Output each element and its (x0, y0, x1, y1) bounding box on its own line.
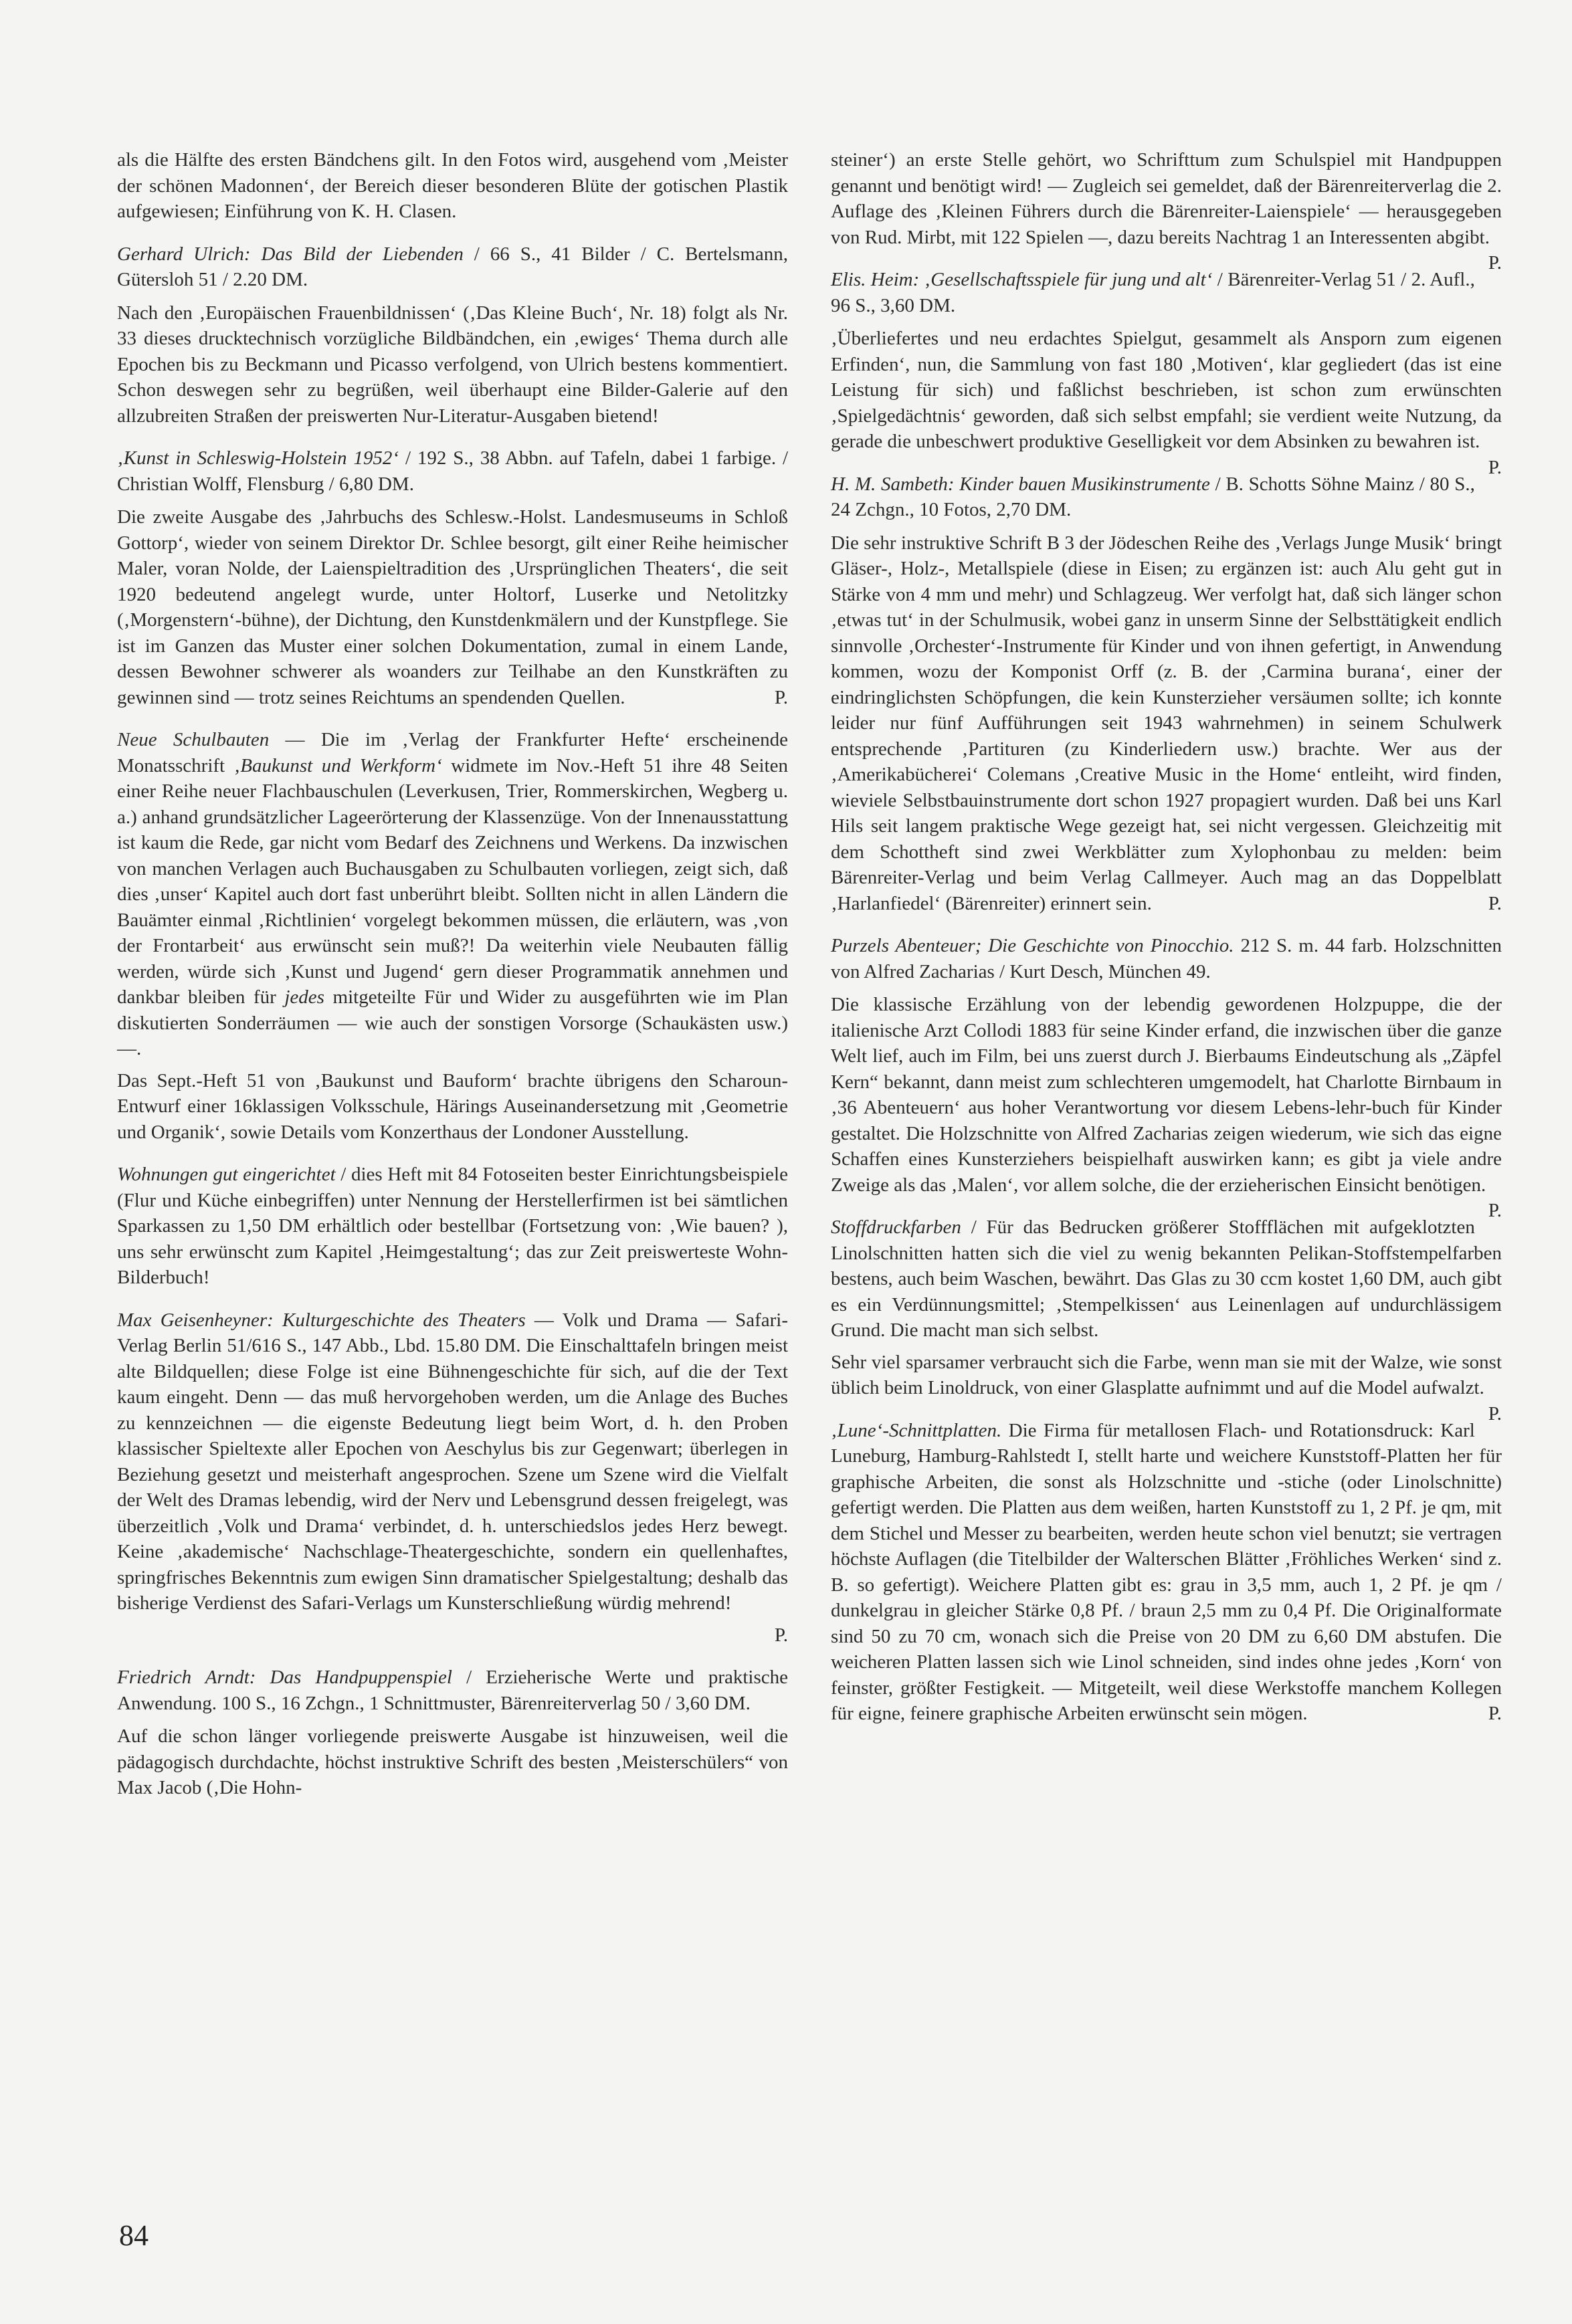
entry-arndt (117, 1665, 788, 1801)
entry-heading (831, 933, 1502, 984)
signature: P. (774, 1624, 788, 1646)
entry-publication-info: 212 S. m. 44 farb. Holzschnitten von Alfred Zacharias / Kurt Desch, München 49. (831, 935, 1502, 982)
entry-publication-info: / 192 S., 38 Abbn. auf Tafeln, dabei 1 farbige. / Christian Wolff, Flensburg / 6,80 DM. (117, 447, 788, 495)
entry-publication-info: / B. Schotts Söhne Mainz / 80 S., 24 Zchgn., 10 Fotos, 2,70 DM. (831, 473, 1475, 520)
entry-text: Die zweite Ausgabe des ‚Jahrbuchs des Schlesw.-Holst. Landesmuseums in Schloß Gottorp‘, wieder von seinem Direktor Dr. Schlee besorgt, gilt einer Reihe heimischer Maler, voran Nolde, der Laienspieltradition des ‚Ursprünglichen Theaters‘, die seit 1920 bedeutend angelegt wurde, unter Holtorf, Luserke und Netolitzky (‚Morgenstern‘-bühne), der Dichtung, den Kunstdenkmälern und der Kunstpflege. Sie ist im Ganzen das Muster einer solchen Dokumentation, zumal in einem Lande, dessen Bewohner schwerer als woanders zur Teilhabe an den Kunstkräften zu gewinnen sind — trotz seines Reichtums an spendenden Quellen. P. (117, 504, 788, 710)
entry-text: ‚Lune‘-Schnittplatten. Die Firma für metallosen Flach- und Rotationsdruck: Karl Luneburg, Hamburg-Rahlstedt I, stellt harte und weichere Kunststoff-Platten her für graphische Arbeiten, die sonst als Holzschnitte und -stiche (oder Linolschnitte) gefertigt werden. Die Platten aus dem weißen, harten Kunststoff zu 1, 2 Pf. je qm, mit dem Stichel und Messer zu bearbeiten, werden heute schon viel benutzt; sie vertragen höchste Auflagen (die Titelbilder der Walterschen Blätter ‚Fröhliches Werken‘ sind z. B. so gefertigt). Weichere Platten gibt es: grau in 3,5 mm, auch 1, 2 Pf. je qm / dunkelgrau in gleicher Stärke 0,8 Pf. / braun 2,5 mm zu 0,4 Pf. Die Originalformate sind 50 zu 70 cm, wonach sich die Preise von 20 DM zu 6,60 DM abstufen. Die weicheren Platten lassen sich wie Linol schneiden, sind indes ohne jedes ‚Korn‘ von feinster, größter Festigkeit. — Mitgeteilt, weil diese Werkstoffe manchem Kollegen für eigne, feinere graphische Arbeiten erwünscht sein mögen. P. (831, 1418, 1502, 1727)
entry-heading (831, 267, 1502, 318)
entry-publication-info: / 66 S., 41 Bilder / C. Bertelsmann, Gütersloh 51 / 2.20 DM. (117, 243, 788, 290)
entry-clasen-continuation (117, 147, 788, 225)
signature: P. (1488, 1200, 1502, 1221)
entry-heading (831, 471, 1502, 523)
entry-stoffdruckfarben (831, 1214, 1502, 1424)
entry-text: Die sehr instruktive Schrift B 3 der Jödeschen Reihe des ‚Verlags Junge Musik‘ bringt Gläser-, Holz-, Metallspiele (diese in Eisen; zu ergänzen ist: auch Alu geht gut in Stärke von 4 mm und mehr) und Schlagzeug. Wer verfolgt hat, daß sich länger schon ‚etwas tut‘ in der Schulmusik, wobei ganz in unserm Sinne der Selbsttätigkeit endlich sinnvolle ‚Orchester‘-Instrumente für Kinder und von ihnen gefertigt, in Anwendung kommen, wozu der Komponist Orff (z. B. der ‚Carmina burana‘, einer der eindringlichsten Schöpfungen, die kein Kunsterzieher versäumen sollte; ich konnte leider nur fünf Aufführungen seit 1943 wahrnehmen) in seinem Schulwerk entsprechende ‚Partituren (zu Kinderliedern usw.) brachte. Wer aus der ‚Amerikabücherei‘ Colemans ‚Creative Music in the Home‘ entleiht, wird finden, wieviele Selbstbauinstrumente dort schon 1927 propagiert wurden. Daß bei uns Karl Hils seit langem praktische Wege gezeigt hat, sei nicht vergessen. Gleichzeitig mit dem Schottheft sind zwei Werkblätter zum Xylophonbau zu melden: beim Bärenreiter-Verlag und beim Verlag Callmeyer. Auch mag an das Doppelblatt ‚Harlanfiedel‘ (Bärenreiter) erinnert sein. P. (831, 530, 1502, 917)
entry-text: steiner‘) an erste Stelle gehört, wo Schrifttum zum Schulspiel mit Handpuppen genannt und benötigt wird! — Zugleich sei gemeldet, daß der Bärenreiterverlag die 2. Auflage des ‚Kleinen Führers durch die Bärenreiter-Laienspiele‘ — herausgegeben von Rud. Mirbt, mit 122 Spielen —, dazu bereits Nachtrag 1 an Interessenten abgibt. P. (831, 147, 1502, 250)
entry-arndt-continuation (831, 147, 1502, 274)
entry-heading (117, 241, 788, 293)
entry-title: Stoffdruckfarben (831, 1217, 961, 1238)
entry-text: ‚Überliefertes und neu erdachtes Spielgut, gesammelt als Ansporn zum eigenen Erfinden‘, nun, die Sammlung von fast 180 ‚Motiven‘, klar gegliedert (das ist eine Leistung für sich) und faßlichst beschrieben, ist schon zum erwünschten ‚Spielgedächtnis‘ geworden, daß sich selbst empfahl; sie verdient weite Nutzung, da gerade die unbeschwert produktive Geselligkeit vor dem Absinken zu bewahren ist. P. (831, 326, 1502, 455)
entry-heading (117, 1665, 788, 1716)
left-column (117, 147, 788, 1818)
entry-title: Neue Schulbauten (117, 729, 270, 750)
page-number: 84 (119, 2219, 149, 2252)
right-column (831, 147, 1502, 1744)
entry-neue-schulbauten (117, 727, 788, 1145)
entry-title: Wohnungen gut eingerichtet (117, 1164, 336, 1185)
entry-text: Auf die schon länger vorliegende preiswerte Ausgabe ist hinzuweisen, weil die pädagogisch durchdachte, höchst instruktive Schrift des besten ‚Meisterschülers“ von Max Jacob (‚Die Hohn- (117, 1725, 788, 1798)
entry-publication-info: / Erzieherische Werte und praktische Anwendung. 100 S., 16 Zchgn., 1 Schnittmuster, Bärenreiterverlag 50 / 3,60 DM. (117, 1667, 788, 1714)
entry-text: Max Geisenheyner: Kulturgeschichte des Theaters — Volk und Drama — Safari-Verlag Berlin 51/616 S., 147 Abb., Lbd. 15.80 DM. Die Einschalttafeln bringen meist alte Bildquellen; diese Folge ist eine Bühnengeschichte für sich, auf die der Text kaum eingeht. Denn — das muß hervorgehoben werden, um die Anlage des Buches zu kennzeichnen — die eigenste Bedeutung liegt beim Wort, d. h. den Proben klassischer Spieltexte aller Epochen von Aeschylus bis zur Gegenwart; überlegen in Beziehung gesetzt und meisterhaft angesprochen. Szene um Szene wird die Vielfalt der Welt des Dramas lebendig, wird der Nerv und Lebensgrund dessen freigelegt, was überzeitlich ‚Volk und Drama‘ verbindet, d. h. unterschiedslos jedes Herz bewegt. Keine ‚akademische‘ Nachschlage-Theatergeschichte, sondern ein quellenhaftes, springfrisches Bekenntnis zum ewigen Sinn dramatischer Spielgestaltung; deshalb das bisherige Verdienst des Safari-Verlags um Kunsterschließung würdig mehrend! (117, 1309, 789, 1614)
entry-schleswig-holstein (117, 445, 788, 710)
entry-text: Wohnungen gut eingerichtet / dies Heft mit 84 Fotoseiten bester Einrichtungsbeispiele (Flur und Küche einbegriffen) unter Nennung der Herstellerfirmen ist bei sämtlichen Sparkassen zu 1,50 DM erhältlich oder bestellbar (Fortsetzung von: ‚Wie bauen? ), uns sehr erwünscht zum Kapitel ‚Heimgestaltung‘; das zur Zeit preiswerteste Wohn-Bilderbuch! (117, 1164, 788, 1288)
entry-text: Stoffdruckfarben / Für das Bedrucken größerer Stoffflächen mit aufgeklotzten Linolschnitten hatten sich die viel zu wenig bekannten Pelikan-Stoffstempelfarben bestens, auch beim Waschen, bewährt. Das Glas zu 30 ccm kostet 1,60 DM, auch gibt es ein Verdünnungsmittel; ‚Stempelkissen‘ aus Leinenlagen auf undurchlässigem Grund. Die macht man sich selbst. (831, 1217, 1502, 1341)
signature: P. (1488, 252, 1502, 274)
entry-title: Friedrich Arndt: Das Handpuppenspiel (117, 1667, 452, 1688)
entry-heim (831, 267, 1502, 478)
entry-text: Die klassische Erzählung von der lebendig gewordenen Holzpuppe, die der italienische Arzt Collodi 1883 für seine Kinder erfand, die inzwischen über die ganze Welt lief, auch im Film, bei uns zuerst durch J. Bierbaums Eindeutschung als „Zäpfel Kern“ bekannt, dann meist zum schlechteren umgemodelt, hat Charlotte Birnbaum in ‚36 Abenteuern‘ aus hoher Verantwortung vor diesem Lebens-lehr-buch für Kinder gestaltet. Die Holzschnitte von Alfred Zacharias zeigen wiederum, wie sich das eigne Schaffen eines Kunsterziehers beispielhaft auswirken kann; es gibt ja viele andre Zweige als das ‚Malen‘, vor allem solche, die der erzieherischen Einsicht benötigen. P. (831, 992, 1502, 1198)
entry-heading (117, 445, 788, 497)
entry-title: Elis. Heim: ‚Gesellschaftsspiele für jung und alt‘ (831, 269, 1213, 290)
signature: P. (774, 686, 788, 708)
signature: P. (1488, 456, 1502, 478)
entry-lune-schnittplatten (831, 1418, 1502, 1727)
entry-text: Das Sept.-Heft 51 von ‚Baukunst und Bauform‘ brachte übrigens den Scharoun-Entwurf einer 16klassigen Volksschule, Härings Auseinandersetzung mit ‚Geometrie und Organik‘, sowie Details vom Konzerthaus der Londoner Ausstellung. (117, 1069, 788, 1143)
entry-geisenheyner (117, 1307, 788, 1649)
signature: P. (1488, 1402, 1502, 1424)
entry-pinocchio (831, 933, 1502, 1221)
entry-text: Sehr viel sparsamer verbraucht sich die Farbe, wenn man sie mit der Walze, wie sonst üblich beim Linoldruck, von einer Glasplatte aufnimmt und auf die Model aufwalzt. P. (831, 1350, 1502, 1401)
entry-title: Max Geisenheyner: Kulturgeschichte des Theaters (117, 1309, 526, 1331)
entry-wohnungen (117, 1162, 788, 1291)
entry-sambeth (831, 471, 1502, 917)
entry-text: als die Hälfte des ersten Bändchens gilt. In den Fotos wird, ausgehend vom ‚Meister der schönen Madonnen‘, der Bereich dieser besonderen Blüte der gotischen Plastik aufgewiesen; Einführung von K. H. Clasen. (117, 149, 788, 222)
entry-title: Gerhard Ulrich: Das Bild der Liebenden (117, 243, 464, 265)
entry-text: Nach den ‚Europäischen Frauenbildnissen‘ (‚Das Kleine Buch‘, Nr. 18) folgt als Nr. 33 dieses drucktechnisch vorzügliche Bildbändchen, ein ‚ewiges‘ Thema durch alle Epochen bis zu Beckmann und Picasso verfolgend, von Ulrich bestens kommentiert. Schon deswegen sehr zu begrüßen, weil überhaupt eine Bilder-Galerie auf den allzubreiten Straßen der preiswerten Nur-Literatur-Ausgaben bietend! (117, 302, 788, 427)
entry-ulrich (117, 241, 788, 429)
entry-title: ‚Kunst in Schleswig-Holstein 1952‘ (117, 447, 399, 469)
entry-title: ‚Lune‘-Schnittplatten. (831, 1419, 1002, 1441)
entry-publication-info: / Bärenreiter-Verlag 51 / 2. Aufl., 96 S., 3,60 DM. (831, 269, 1475, 316)
entry-title: H. M. Sambeth: Kinder bauen Musikinstrumente (831, 473, 1210, 495)
signature: P. (1488, 1703, 1502, 1724)
entry-text: Neue Schulbauten — Die im ‚Verlag der Frankfurter Hefte‘ erscheinende Monatsschrift ‚Baukunst und Werkform‘ widmete im Nov.-Heft 51 ihre 48 Seiten einer Reihe neuer Flachbauschulen (Leverkusen, Trier, Rommerskirchen, Wegberg u. a.) anhand grundsätzlicher Lageerörterung der Klassenzüge. Von der Innenausstattung ist kaum die Rede, gar nicht vom Bedarf des Zeichnens und Werkens. Da inzwischen von manchen Verlagen auch Buchausgaben zu Schulbauten vorliegen, zeigt sich, daß dies ‚unser‘ Kapitel auch dort fast unberührt bleibt. Sollten nicht in allen Ländern die Bauämter einmal ‚Richtlinien‘ vorgelegt bekommen müssen, die erläutern, was ‚von der Frontarbeit‘ aus erwünscht sein muß?! Da weiterhin viele Neubauten fällig werden, würde sich ‚Kunst und Jugend‘ gern dieser Programmatik annehmen und dankbar bleiben für jedes mitgeteilte Für und Wider zu ausgeführten wie im Plan diskutierten Sonderräumen — wie auch der sonstigen Vorsorge (Schaukästen usw.) —. (117, 729, 788, 1059)
signature: P. (1488, 892, 1502, 914)
entry-title: Purzels Abenteuer; Die Geschichte von Pinocchio. (831, 935, 1234, 956)
